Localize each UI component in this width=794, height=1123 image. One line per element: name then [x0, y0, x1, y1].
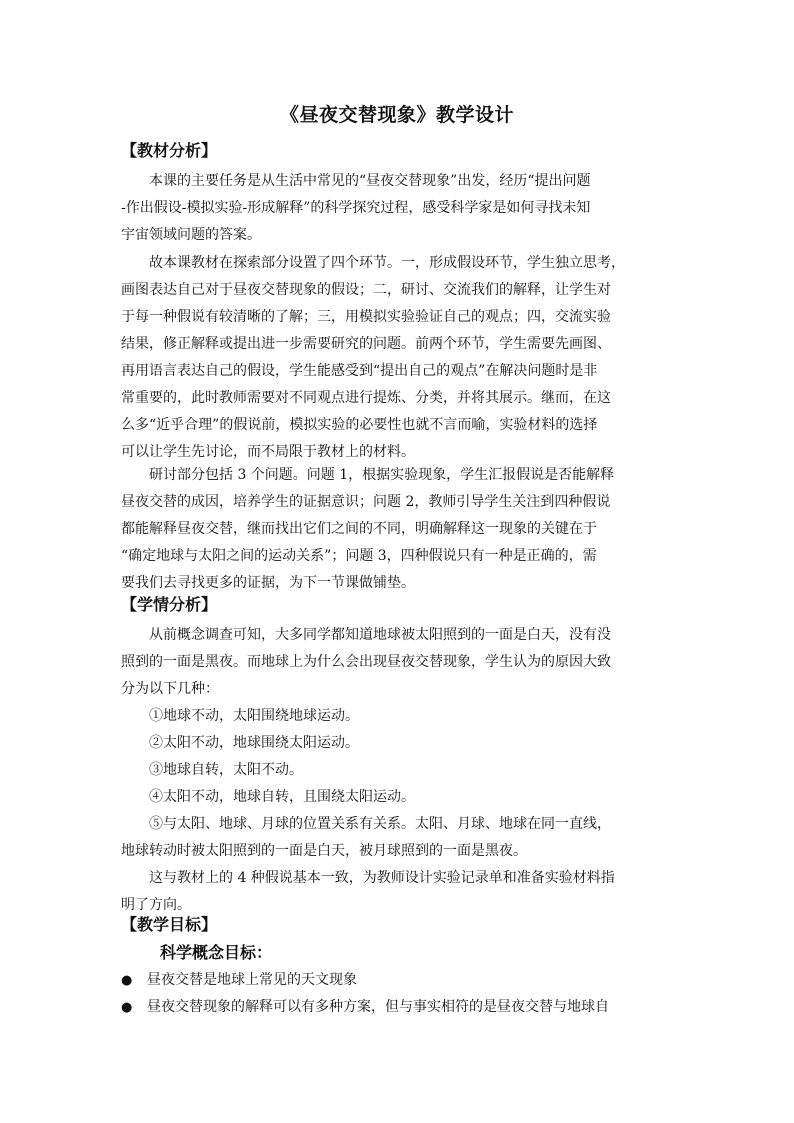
- bullet-item: [121, 994, 681, 1021]
- text-line: 故本课教材在探索部分设置了四个环节。一，形成假设环节，学生独立思考，: [149, 255, 625, 271]
- text-line: 可以让学生先讨论，而不局限于教材上的材料。: [121, 444, 415, 460]
- text-line: 明了方向。: [121, 897, 191, 913]
- text-line: 分为以下几种：: [121, 681, 219, 697]
- text-line: 画图表达自己对于昼夜交替现象的假设；二，研讨、交流我们的解释，让学生对: [121, 282, 611, 298]
- text-line: 昼夜交替的成因，培养学生的证据意识；问题 2，教师引导学生关注到四种假说: [121, 494, 611, 510]
- list-item: ②太阳不动，地球围绕太阳运动。: [149, 735, 359, 751]
- subheading-science-concept-goals: 科学概念目标：: [160, 943, 273, 962]
- text-line: 于每一种假说有较清晰的了解；三，用模拟实验验证自己的观点；四，交流实验: [121, 309, 611, 325]
- text-line: 常重要的，此时教师需要对不同观点进行提炼、分类，并将其展示。继而，在这: [121, 390, 611, 406]
- text-line: 研讨部分包括 3 个问题。问题 1，根据实验现象，学生汇报假说是否能解释: [149, 467, 615, 483]
- text-line: 照到的一面是黑夜。而地球上为什么会出现昼夜交替现象，学生认为的原因大致: [121, 654, 611, 670]
- paragraph-preconception: [121, 622, 681, 703]
- text-line: -作出假设-模拟实验-形成解释”的科学探究过程，感受科学家是如何寻找未知: [121, 200, 591, 216]
- bullet-item: [121, 967, 681, 994]
- bullet-dot-icon: ●: [121, 973, 133, 988]
- text-line: 再用语言表达自己的假设，学生能感受到“提出自己的观点”在解决问题时是非: [121, 363, 598, 379]
- list-item: ③地球自转，太阳不动。: [149, 762, 303, 778]
- section-heading-learner-analysis: 【学情分析】: [121, 595, 218, 614]
- text-line: 结果，修正解释或提出进一步需要研究的问题。前两个环节，学生需要先画图、: [121, 336, 611, 352]
- section-heading-teaching-goals: 【教学目标】: [121, 915, 218, 934]
- text-line: “确定地球与太阳之间的运动关系”；问题 3，四种假说只有一种是正确的，需: [121, 548, 597, 564]
- list-item: ①地球不动，太阳围绕地球运动。: [149, 708, 359, 724]
- text-line: ⑤与太阳、地球、月球的位置关系有关系。太阳、月球、地球在同一直线，: [149, 816, 611, 832]
- document-title: 《昼夜交替现象》教学设计: [279, 104, 514, 126]
- bullet-text: 昼夜交替是地球上常见的天文现象: [147, 972, 357, 988]
- text-line: 本课的主要任务是从生活中常见的“昼夜交替现象”出发，经历“提出问题: [149, 173, 591, 189]
- text-line: 地球转动时被太阳照到的一面是白天，被月球照到的一面是黑夜。: [121, 843, 527, 859]
- bullet-dot-icon: ●: [121, 1000, 133, 1015]
- paragraph-four-stages: [121, 250, 681, 466]
- text-line: 这与教材上的 4 种假说基本一致，为教师设计实验记录单和准备实验材料指: [149, 870, 615, 886]
- bullet-text: 昼夜交替现象的解释可以有多种方案，但与事实相符的是昼夜交替与地球自: [147, 999, 609, 1015]
- paragraph-task: [121, 168, 681, 249]
- text-line: 要我们去寻找更多的证据，为下一节课做铺垫。: [121, 575, 415, 591]
- section-heading-textbook-analysis: 【教材分析】: [121, 141, 218, 160]
- list-item: ④太阳不动，地球自转，且围绕太阳运动。: [149, 789, 415, 805]
- paragraph-fifth-hypothesis: [121, 811, 681, 865]
- text-line: 都能解释昼夜交替，继而找出它们之间的不同，明确解释这一现象的关键在于: [121, 521, 597, 537]
- text-line: 宇宙领域问题的答案。: [121, 227, 261, 243]
- text-line: 从前概念调查可知，大多同学都知道地球被太阳照到的一面是白天，没有没: [149, 627, 611, 643]
- paragraph-discussion: [121, 462, 681, 597]
- paragraph-consistency: [121, 865, 681, 919]
- text-line: 么多“近乎合理”的假说前，模拟实验的必要性也就不言而喻，实验材料的选择: [121, 417, 598, 433]
